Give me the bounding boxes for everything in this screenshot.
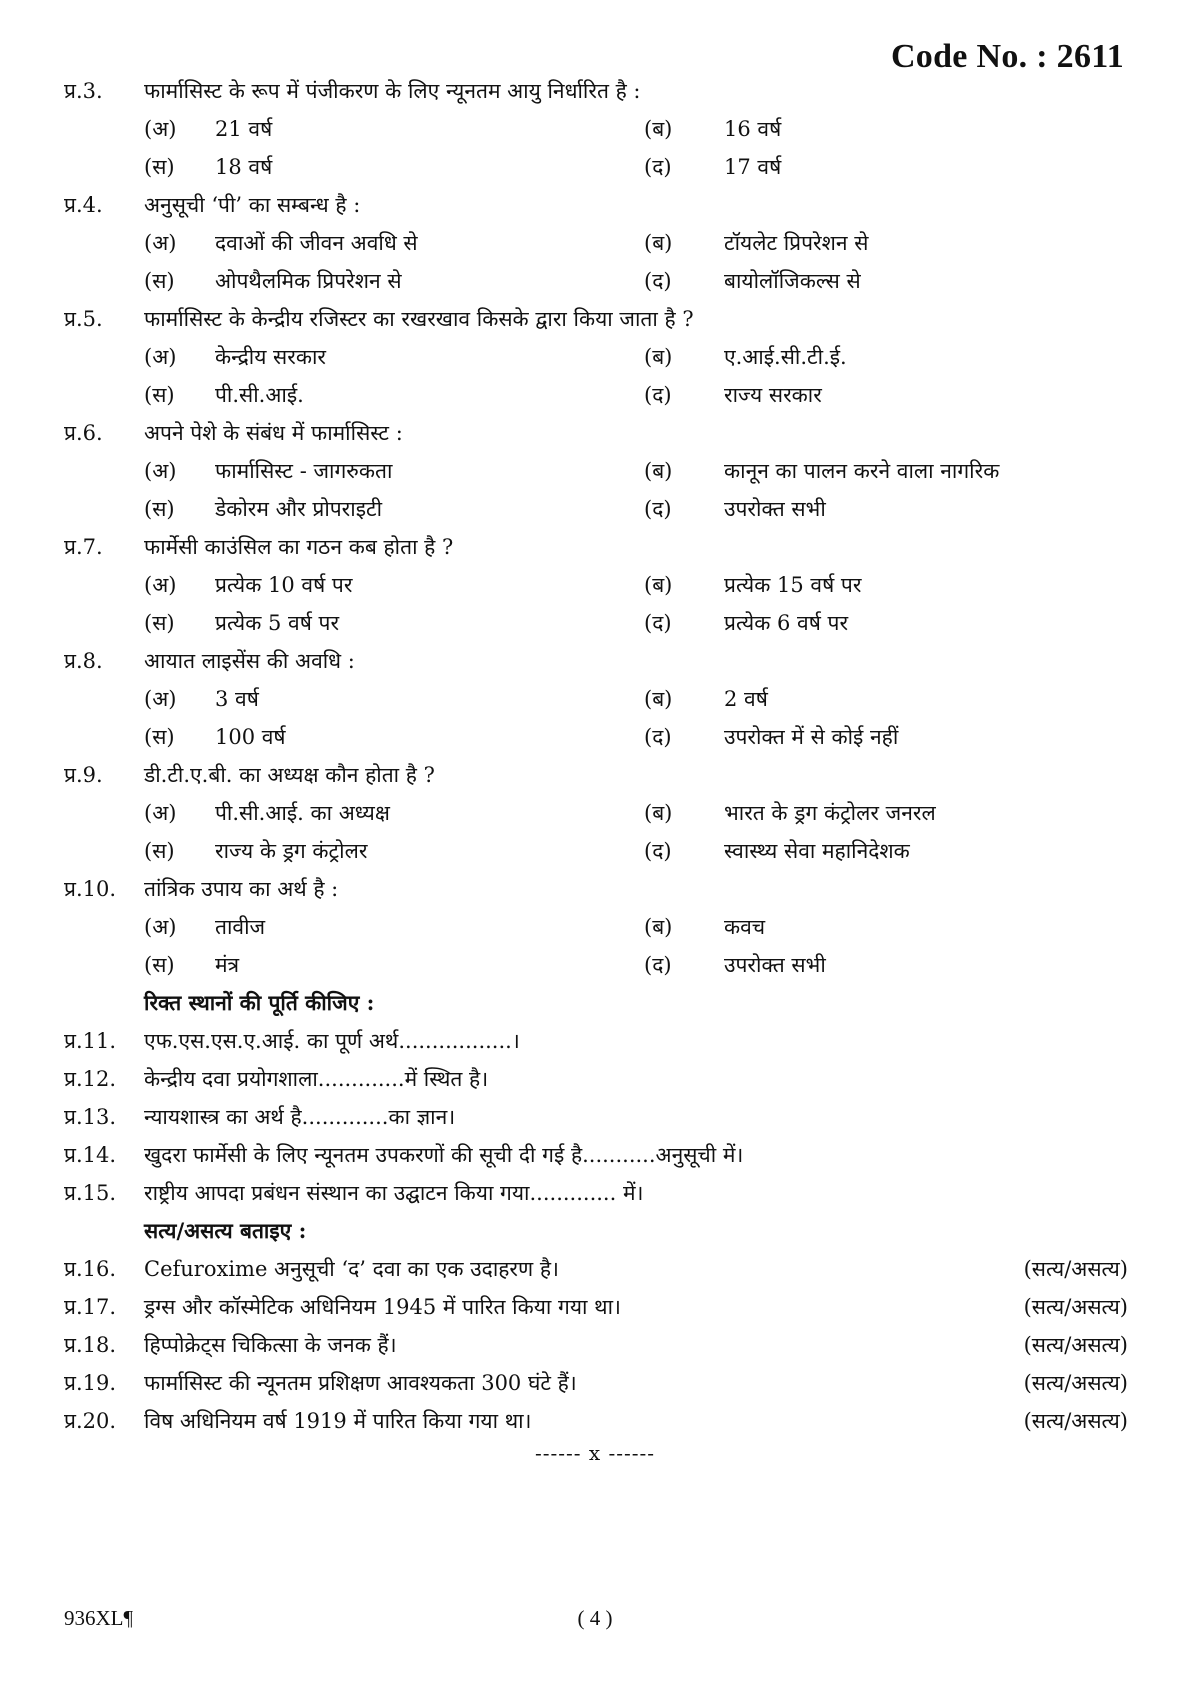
option-text: बायोलॉजिकल्स से	[724, 269, 861, 293]
question-row	[64, 1022, 1128, 1060]
question-text: विष अधिनियम वर्ष 1919 में पारित किया गया था।	[144, 1409, 532, 1433]
question-number: प्र.4.	[64, 193, 103, 217]
option-text: भारत के ड्रग कंट्रोलर जनरल	[724, 801, 936, 825]
question-text: तांत्रिक उपाय का अर्थ है :	[144, 877, 339, 901]
option-text: उपरोक्त सभी	[724, 953, 826, 977]
question-number: प्र.3.	[64, 79, 103, 103]
question-list	[64, 72, 1128, 1440]
option-row	[64, 718, 1128, 756]
footer-code: 936XL¶	[64, 1606, 134, 1630]
option-text: उपरोक्त में से कोई नहीं	[724, 725, 899, 749]
option-text: ए.आई.सी.टी.ई.	[724, 345, 847, 369]
option-row	[64, 908, 1128, 946]
question-text: फार्मेसी काउंसिल का गठन कब होता है ?	[144, 535, 454, 559]
option-label: (अ)	[144, 915, 177, 939]
option-text: 21 वर्ष	[215, 117, 273, 141]
question-row	[64, 1174, 1128, 1212]
question-text: डी.टी.ए.बी. का अध्यक्ष कौन होता है ?	[144, 763, 435, 787]
question-text: Cefuroxime अनुसूची ‘द’ दवा का एक उदाहरण है।	[144, 1257, 559, 1281]
option-label: (अ)	[144, 687, 177, 711]
section-heading-row	[64, 1212, 1128, 1250]
option-label: (ब)	[644, 231, 673, 255]
true-false-heading: सत्य/असत्य बताइए :	[144, 1218, 307, 1243]
question-text: फार्मासिस्ट की न्यूनतम प्रशिक्षण आवश्यकता 300 घंटे हैं।	[144, 1371, 577, 1395]
question-number: प्र.15.	[64, 1181, 117, 1205]
question-row	[64, 1402, 1128, 1440]
option-label: (द)	[644, 155, 672, 179]
question-number: प्र.11.	[64, 1029, 117, 1053]
option-row	[64, 110, 1128, 148]
option-row	[64, 148, 1128, 186]
question-text: अनुसूची ‘पी’ का सम्बन्ध है :	[144, 193, 361, 217]
option-text: कानून का पालन करने वाला नागरिक	[724, 459, 1000, 483]
option-label: (ब)	[644, 345, 673, 369]
option-label: (द)	[644, 953, 672, 977]
question-text: न्यायशास्त्र का अर्थ है.............का ज्ञान।	[144, 1105, 456, 1129]
option-text: 18 वर्ष	[215, 155, 273, 179]
page-number: ( 4 )	[577, 1606, 613, 1630]
true-false-mark: (सत्य/असत्य)	[1023, 1333, 1128, 1357]
question-number: प्र.16.	[64, 1257, 117, 1281]
question-number: प्र.8.	[64, 649, 103, 673]
option-row	[64, 946, 1128, 984]
question-number: प्र.7.	[64, 535, 103, 559]
option-label: (ब)	[644, 687, 673, 711]
option-label: (स)	[144, 611, 175, 635]
option-text: 17 वर्ष	[724, 155, 782, 179]
question-number: प्र.20.	[64, 1409, 117, 1433]
question-text: केन्द्रीय दवा प्रयोगशाला.............में स्थित है।	[144, 1067, 489, 1091]
option-text: 3 वर्ष	[215, 687, 259, 711]
true-false-mark: (सत्य/असत्य)	[1023, 1409, 1128, 1433]
option-label: (अ)	[144, 459, 177, 483]
option-text: पी.सी.आई.	[215, 383, 304, 407]
option-text: प्रत्येक 10 वर्ष पर	[215, 573, 353, 597]
option-row	[64, 452, 1128, 490]
option-row	[64, 338, 1128, 376]
option-label: (स)	[144, 839, 175, 863]
option-row	[64, 490, 1128, 528]
question-row	[64, 1364, 1128, 1402]
question-number: प्र.17.	[64, 1295, 117, 1319]
question-text: आयात लाइसेंस की अवधि :	[144, 649, 355, 673]
option-text: पी.सी.आई. का अध्यक्ष	[215, 801, 390, 825]
question-row	[64, 1098, 1128, 1136]
question-number: प्र.10.	[64, 877, 117, 901]
question-number: प्र.14.	[64, 1143, 117, 1167]
option-text: 100 वर्ष	[215, 725, 286, 749]
option-row	[64, 224, 1128, 262]
option-text: मंत्र	[215, 953, 240, 977]
option-text: राज्य सरकार	[724, 383, 822, 407]
option-label: (अ)	[144, 573, 177, 597]
option-label: (द)	[644, 497, 672, 521]
option-label: (ब)	[644, 459, 673, 483]
option-text: प्रत्येक 6 वर्ष पर	[724, 611, 849, 635]
option-label: (अ)	[144, 231, 177, 255]
question-text: फार्मासिस्ट के केन्द्रीय रजिस्टर का रखरखाव किसके द्वारा किया जाता है ?	[144, 307, 694, 331]
question-row	[64, 1136, 1128, 1174]
option-text: 16 वर्ष	[724, 117, 782, 141]
option-label: (द)	[644, 383, 672, 407]
question-number: प्र.13.	[64, 1105, 117, 1129]
option-text: स्वास्थ्य सेवा महानिदेशक	[724, 839, 910, 863]
option-label: (स)	[144, 497, 175, 521]
question-row	[64, 1326, 1128, 1364]
option-label: (द)	[644, 269, 672, 293]
fill-blanks-heading: रिक्त स्थानों की पूर्ति कीजिए :	[144, 990, 375, 1015]
question-row	[64, 528, 1128, 566]
question-number: प्र.12.	[64, 1067, 117, 1091]
question-number: प्र.9.	[64, 763, 103, 787]
option-label: (अ)	[144, 345, 177, 369]
option-label: (स)	[144, 269, 175, 293]
question-number: प्र.6.	[64, 421, 103, 445]
section-heading-row	[64, 984, 1128, 1022]
option-text: राज्य के ड्रग कंट्रोलर	[215, 839, 368, 863]
question-row	[64, 1250, 1128, 1288]
question-number: प्र.19.	[64, 1371, 117, 1395]
true-false-mark: (सत्य/असत्य)	[1023, 1257, 1128, 1281]
question-row	[64, 642, 1128, 680]
question-number: प्र.5.	[64, 307, 103, 331]
option-label: (ब)	[644, 573, 673, 597]
question-row	[64, 186, 1128, 224]
option-label: (अ)	[144, 801, 177, 825]
option-label: (स)	[144, 953, 175, 977]
question-row	[64, 870, 1128, 908]
option-label: (स)	[144, 155, 175, 179]
option-text: टॉयलेट प्रिपरेशन से	[724, 231, 869, 255]
option-text: उपरोक्त सभी	[724, 497, 826, 521]
option-label: (द)	[644, 839, 672, 863]
question-row	[64, 72, 1128, 110]
option-label: (ब)	[644, 801, 673, 825]
option-text: 2 वर्ष	[724, 687, 768, 711]
question-row	[64, 300, 1128, 338]
option-row	[64, 262, 1128, 300]
option-row	[64, 566, 1128, 604]
question-text: खुदरा फार्मेसी के लिए न्यूनतम उपकरणों की सूची दी गई है...........अनुसूची में।	[144, 1143, 744, 1167]
option-row	[64, 794, 1128, 832]
option-label: (स)	[144, 383, 175, 407]
option-label: (द)	[644, 611, 672, 635]
code-number: Code No. : 2611	[890, 38, 1124, 75]
option-label: (स)	[144, 725, 175, 749]
option-text: केन्द्रीय सरकार	[215, 345, 327, 369]
option-text: कवच	[724, 915, 766, 939]
option-text: डेकोरम और प्रोपराइटी	[215, 497, 383, 521]
question-text: एफ.एस.एस.ए.आई. का पूर्ण अर्थ.................।	[144, 1029, 520, 1053]
option-label: (द)	[644, 725, 672, 749]
option-text: प्रत्येक 5 वर्ष पर	[215, 611, 340, 635]
option-text: दवाओं की जीवन अवधि से	[215, 231, 418, 255]
option-text: प्रत्येक 15 वर्ष पर	[724, 573, 862, 597]
end-marker: ------ x ------	[534, 1441, 656, 1465]
option-label: (अ)	[144, 117, 177, 141]
option-row	[64, 680, 1128, 718]
option-text: तावीज	[215, 915, 266, 939]
option-label: (ब)	[644, 117, 673, 141]
option-label: (ब)	[644, 915, 673, 939]
option-row	[64, 604, 1128, 642]
option-text: फार्मासिस्ट - जागरुकता	[215, 459, 393, 483]
question-text: फार्मासिस्ट के रूप में पंजीकरण के लिए न्यूनतम आयु निर्धारित है :	[144, 79, 641, 103]
option-row	[64, 832, 1128, 870]
true-false-mark: (सत्य/असत्य)	[1023, 1295, 1128, 1319]
true-false-mark: (सत्य/असत्य)	[1023, 1371, 1128, 1395]
question-row	[64, 1060, 1128, 1098]
option-row	[64, 376, 1128, 414]
question-text: राष्ट्रीय आपदा प्रबंधन संस्थान का उद्घाटन किया गया............. में।	[144, 1181, 644, 1205]
question-text: हिप्पोक्रेट्स चिकित्सा के जनक हैं।	[144, 1333, 397, 1357]
option-text: ओपथैलमिक प्रिपरेशन से	[215, 269, 402, 293]
question-row	[64, 1288, 1128, 1326]
question-row	[64, 756, 1128, 794]
question-text: अपने पेशे के संबंध में फार्मासिस्ट :	[144, 421, 403, 445]
question-number: प्र.18.	[64, 1333, 117, 1357]
question-text: ड्रग्स और कॉस्मेटिक अधिनियम 1945 में पारित किया गया था।	[144, 1295, 621, 1319]
question-row	[64, 414, 1128, 452]
